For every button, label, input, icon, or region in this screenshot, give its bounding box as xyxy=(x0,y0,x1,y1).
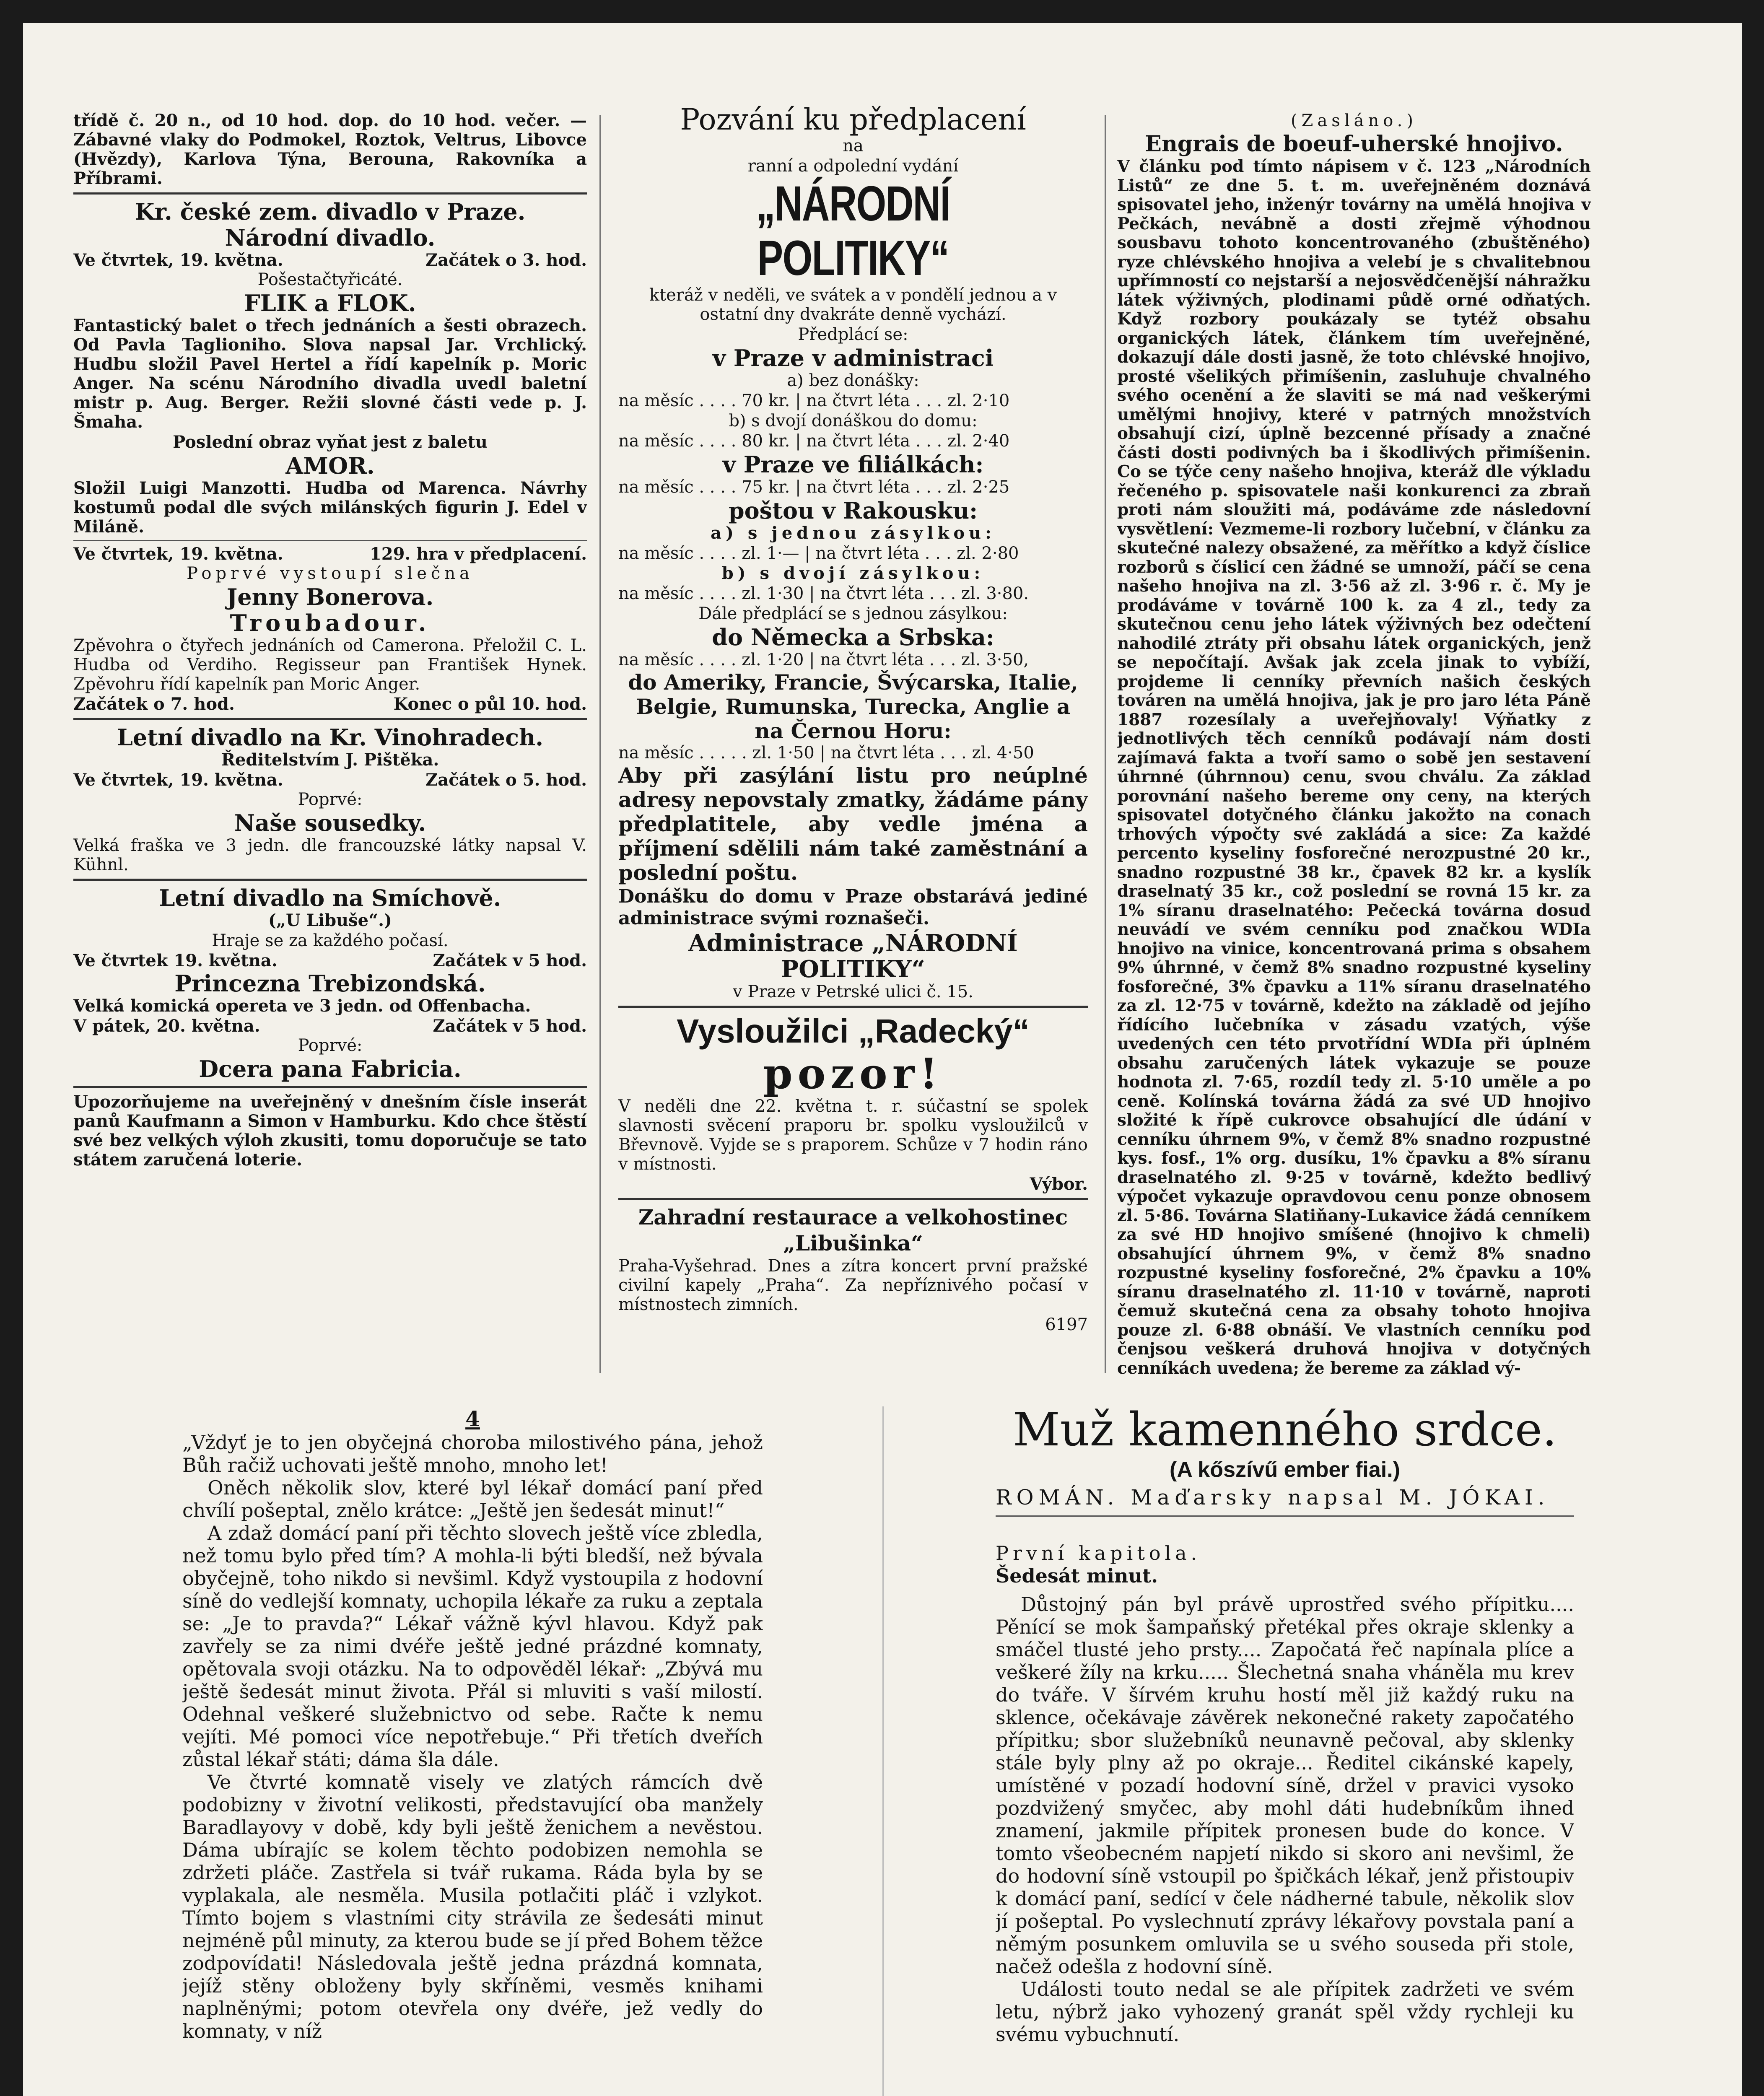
novel-start xyxy=(996,1402,1574,2096)
ad-number: 6197 xyxy=(1045,1315,1088,1334)
chapter-title: Šedesát minut. xyxy=(996,1564,1158,1587)
section-heading: poštou v Rakousku: xyxy=(728,497,978,524)
divider xyxy=(73,192,587,195)
section-heading: v Praze v administraci xyxy=(712,345,994,371)
ballet-description: Složil Luigi Manzotti. Hudba od Marenca. Návrhy kostumů podal dle svých milánských figurin J. Edel v Miláně. xyxy=(73,478,587,537)
theatre-subheading: Národní divadlo. xyxy=(225,224,436,251)
date-row xyxy=(73,251,587,270)
fertilizer-column xyxy=(1117,111,1591,1377)
subheading: a) s jednou zásylkou: xyxy=(711,523,996,543)
article-body: V článku pod tímto nápisem v č. 123 „Národních Listů“ ze dne 5. t. m. uveřejněném doznává spisovatel jeho, inženýr továrny na umělá hnojiva v Pečkách, nevábně a dosti zřejmě výhodnou sousbavu tohoto koncentrovaného (zbuštěného) ryze chlévského hnojiva a velebí je s chvalitebnou upřímností co nejstarší a nejosvědčenější náhražku látek výživných, plodinami půdě orné odňatých. Když rozbory poukázaly se tytéž obsahu organických látek, článkem tím uveřejněné, dokazují dále dosti jasně, že toto chlévské hnojivo, prosté všelikých přimíšenin, zasluhuje chvalného svého ocenění a že slaviti se má nad veškerými umělými hnojivy, které v patrných množstvích obsahují cizí, úplně bezcenné přísady a značné části dosti podivných ba i škodlivých přimíšenin. Co se týče ceny našeho hnojiva, kteráž dle výkladu řečeného p. spisovatele naši konkurenci za zbraň proti nám sloužiti má, podáváme zde následovní vysvětlení: Vezmeme-li rozbory lučební, v článku za skutečné nalezy obsažené, za měřítko a když číslice rozborů s číslicí cen žádné se umnoží, páčí se cena našeho hnojiva na zl. 3·56 až zl. 3·96 r. č. My je prodáváme v továrně 100 k. za 4 zl., tedy za skutečnou cenu jeho látek výživných bez odečtení nahodilé ztráty při obsahu látek organických, jenž se nepočítají. Avšak jak zcela jinak to vybíží, projdeme li cenníky převních našich českých továren na umělá hnojiva, jak je pro jaro léta Páně 1887 rozesílaly a uveřejňovaly! Výňatky z jednotlivých těch cenníků podávají nám dosti zajímavá fakta a tvoří samo o sobě jen sestavení úhrnné (úhrnnou) cenu, svou chválu. Za základ porovnání našeho bereme ony ceny, na kterých spisovatel dotyčného článku jakožto na conach trhových výpočty své zakládá a sice: Za každé percento kyseliny fosforečné nerozpustné 20 kr., snadno rozpustné 38 kr., čpavek 82 kr. a kyslík draselnatý 35 kr., což poslední se rovná 15 kr. za 1% síranu draselnatého: Pečecká továrna dosud neuvádí ve svém cenníku pod značkou WDIa hnojivo na vinice, koncentrovaná prima s obsahem 9% úhrnné, v čemž 8% snadno rozpustné kyseliny fosforečné, 3% čpavku a 11% síranu draselnatého za zl. 12·75 v továrně, kdežto na základě od jejího řídícího lučebníka v zásadu vzatých, výše uvedených cen této prvotřídní WDIa při úplném obsahu zaručených látek vykazuje se pouze hodnota zl. 7·65, rozdíl tedy zl. 5·10 uměle a po ceně. Kolínská továrna žádá za své UD hnojivo složité k řípě cukrovce obsahující dle údání v cenníku úhrnem 9%, v čemž 8% snadno rozpustné kys. fosf., 1% org. dusíku, 1% čpavku a 8% síranu draselnatého zl. 9·25 v továrně, kdežto bedlivý výpočet vykazuje opravdovou cenu ponze obnosem zl. 5·86. Továrna Slatiňany-Lukavice žádá cenníkem za své HD hnojivo smíšené (hnojivo k chmeli) obsahující úhrnem 9%, v čemž 8% snadno rozpustné kyseliny fosforečné, 2% čpavku a 10% síranu draselnatého zl. 11·10 v továrně, naproti čemuž skutečná cena za obsahy tohoto hnojiva pouze zl. 6·88 obnáší. Ve vlastních cenníku pod čenjsou veškerá druhová hnojiva v dotyčných cenníkách uvedena; že bereme za základ vý- xyxy=(1117,157,1591,1377)
zaslano-label: (Zasláno.) xyxy=(1291,111,1417,130)
price-row: na měsíc . . . . 75 kr. | na čtvrt léta . . . zl. 2·25 xyxy=(618,477,1010,497)
divider xyxy=(618,1198,1088,1200)
section-heading: v Praze ve filiálkách: xyxy=(722,451,984,478)
lottery-notice: Upozorňujeme na uveřejněný v dnešním čísle inserát panů Kaufmann a Simon v Hamburku. Kdo chce štěstí své bez velkých výloh zkusiti, tomu doporučuje se tato státem zaručená loterie. xyxy=(73,1092,587,1170)
play-title: FLIK a FLOK. xyxy=(244,290,416,316)
date-left: V pátek, 20. května. xyxy=(73,1016,260,1036)
start-time: Začátek o 7. hod. xyxy=(73,694,235,714)
novel-paragraph: Oněch několik slov, které byl lékař domácí paní před chvílí pošeptal, znělo krátce: „Ještě jen šedesát minut!“ xyxy=(182,1476,763,1522)
novel-title: Muž kamenného srdce. xyxy=(1013,1403,1557,1456)
subheading: b) s dvojí zásylkou: xyxy=(721,563,985,583)
play-title: Naše sousedky. xyxy=(234,809,426,836)
newspaper-page xyxy=(23,23,1742,2096)
novel-paragraph: Ve čtvrté komnatě visely ve zlatých rámcích dvě podobizny v životní velikosti, představující oba manžely Baradlayovy v době, kdy byli ještě ženichem a nevěstou. Dáma ubírajíc se kolem těchto podobizen nemohla se zdržeti pláče. Zastřela si tvář rukama. Ráda byla by se vyplakala, ale nesměla. Musila potlačiti pláč i vzlykot. Tímto bojem s vlastními city strávila ze šedesáti minut nejméně půl minuty, za kterou bude se jí před Bohem těžce zodpovídati! Následovala ještě jedna prázdná komnata, jejíž stěny obloženy byly skříněmi, vesměs knihami naplněnými; potom otevřela ony dvéře, jež vedly do komnaty, v níž xyxy=(182,1771,763,2042)
abroad-note: Dále předplácí se s jednou zásylkou: xyxy=(698,604,1008,623)
director-line: Ředitelstvím J. Pištěka. xyxy=(221,750,439,770)
address-warning: Aby při zasýlání listu pro neúplné adresy nepovstaly zmatky, žádáme pány předplatitele, aby vedle jména a příjmení sdělili nám také zaměstnání a poslední poštu. xyxy=(618,763,1088,885)
price-row: na měsíc . . . . . zl. 1·50 | na čtvrt léta . . . zl. 4·50 xyxy=(618,743,1034,763)
divider xyxy=(73,718,587,720)
delivery-note: Donášku do domu v Praze obstarává jediné administrace svými roznašeči. xyxy=(618,886,1088,929)
premiere-label: Poprvé: xyxy=(298,790,363,809)
publication-note: kteráž v neděli, ve svátek a v pondělí jednou a v ostatní dny dvakráte denně vychází. xyxy=(649,285,1057,324)
administration-address: v Praze v Petrské ulici č. 15. xyxy=(733,982,973,1001)
divider xyxy=(618,1006,1088,1008)
theatre-heading: Letní divadlo na Smíchově. xyxy=(159,885,501,911)
novel-paragraph: Důstojný pán byl právě uprostřed svého přípitku.... Pěnící se mok šampaňský přetékal přes okraje sklenky a smáčel tlusté jeho prsty.... Započatá řeč napínala plíce a veškeré žíly na krku..... Šlechetná snaha vháněla mu krev do tváře. V šírvém kruhu hostí měl již každý ruku na sklence, očekávaje závěrek nekonečné rakety započatého přípitku; sbor služebníků neunavně pečoval, aby sklenky stále byly plny až po okraje... Ředitel cikánské kapely, umístěné v pozadí hodovní síně, držel v pravici vysoko pozdvižený smyčec, aby mohl dáti hudebníkům ihned znamení, jakmile přípitek pronesen bude do konce. V tomto všeobecném napjetí nikdo si skoro ani nevšiml, že do hodovní síně vstoupil po špičkách lékař, jenž přistoupiv k domácí paní, sedící v čele nádherné tabule, několik slov jí pošeptal. Po vyslechnutí zprávy lékařovy povstala paní a němým posunkem omluvila se u svého souseda při stole, načež odešla z hodovní síně. xyxy=(996,1593,1574,1978)
price-row: na měsíc . . . . 70 kr. | na čtvrt léta . . . zl. 2·10 xyxy=(618,391,1010,410)
column-rule xyxy=(1105,115,1106,1373)
pozor-heading: pozor! xyxy=(763,1049,943,1098)
date-row xyxy=(73,1017,587,1036)
start-time: Začátek o 5. hod. xyxy=(425,770,587,790)
novel-paragraph: A zdaž domácí paní při těchto slovech ještě více zbledla, než tomu bylo před tím? A mohla-li býti bledší, než bývala obyčejně, toho nikdo si nevšiml. Když vystoupila z hodovní síně do vedlejší komnaty, uchopila lékaře za ruku a zeptala se: „Je to pravda?“ Lékař vážně kývl hlavou. Když pak zavřely se za nimi dvéře ještě jedné prázdné komnaty, opětovala svoji otázku. Na to odpověděl lékař: „Zbývá mu ještě šedesát minut života. Přál si mluviti s vaší milostí. Odehnal veškeré služebnictvo od sebe. Račte k nemu vejíti. Mé pomoci více nepotřebuje.“ Při třetích dveřích zůstal lékař státi; dáma šla dále. xyxy=(182,1522,763,1771)
subheading: b) s dvojí donáškou do domu: xyxy=(729,411,978,431)
ballet-title: AMOR. xyxy=(285,452,375,479)
theatre-subheading: („U Libuše“.) xyxy=(268,911,392,930)
date-left: Ve čtvrtek 19. května. xyxy=(73,951,278,970)
subscription-number: 129. hra v předplacení. xyxy=(369,544,587,564)
divider xyxy=(73,879,587,881)
guest-line: Poprvé vystoupí slečna xyxy=(187,564,474,583)
veterans-text: V neděli dne 22. května t. r. súčastní se spolek slavnosti svěcení praporu br. spolku vysloužilců v Břevnově. Vyjde se s praporem. Schůze v 7 hodin ráno v místnosti. xyxy=(618,1097,1088,1174)
date-left: Ve čtvrtek, 19. května. xyxy=(73,544,283,564)
intro-text: třídě č. 20 n., od 10 hod. dop. do 10 hod. večer. — Zábavné vlaky do Podmokel, Roztok, Veltrus, Libovce (Hvězdy), Karlova Týna, Berouna, Rakovníka a Příbrami. xyxy=(73,111,587,188)
restaurant-text: Praha-Vyšehrad. Dnes a zítra koncert první pražské civilní kapely „Praha“. Za nepříznivého počasí v místnostech zimních. xyxy=(618,1256,1088,1314)
date-row xyxy=(73,545,587,564)
countries-heading: do Ameriky, Francie, Švýcarska, Italie, Belgie, Rumunska, Turecka, Anglie a na Černou Horu: xyxy=(628,670,1078,743)
divider xyxy=(73,1086,587,1088)
novel-paragraph: „Vždyť je to jen obyčejná choroba milostivého pána, jehož Bůh račiž uchovati ještě mnoho, mnoho let! xyxy=(182,1431,763,1476)
novel-paragraph: Události touto nedal se ale přípitek zadržeti ve svém letu, nýbrž jako vyhozený granát spěl vždy rychleji ku svému vybuchnutí. xyxy=(996,1978,1574,2046)
newspaper-name: „NÁRODNÍ POLITIKY“ xyxy=(756,176,950,286)
divider xyxy=(996,1515,1574,1517)
bottom-column-rule xyxy=(882,1406,884,2096)
start-time: Začátek o 3. hod. xyxy=(425,250,587,270)
administration-name: Administrace „NÁRODNÍ POLITIKY“ xyxy=(688,929,1018,983)
page-number: 4 xyxy=(465,1406,480,1431)
chapter-label: První kapitola. xyxy=(996,1542,1201,1564)
date-row xyxy=(73,951,587,970)
date-row xyxy=(73,770,587,790)
premiere-label: Poprvé: xyxy=(298,1036,363,1055)
theatre-heading: Kr. české zem. divadlo v Praze. xyxy=(135,198,526,225)
note: Poslední obraz vyňat jest z baletu xyxy=(173,432,488,452)
article-heading: Engrais de boeuf-uherské hnojivo. xyxy=(1145,131,1563,157)
play-description: Velká fraška ve 3 jedn. dle francouzské látky napsal V. Kühnl. xyxy=(73,836,587,874)
invite-heading: Pozvání ku předplacení xyxy=(680,103,1026,137)
novel-byline: ROMÁN. Maďarsky napsal M. JÓKAI. xyxy=(996,1485,1550,1510)
subscription-label: Předplácí se: xyxy=(798,325,908,344)
price-row: na měsíc . . . . zl. 1·— | na čtvrt léta . . . zl. 2·80 xyxy=(618,544,1019,563)
opera-description: Zpěvohra o čtyřech jednáních od Camerona. Přeložil C. L. Hudba od Verdiho. Regisseur pan František Hynek. Zpěvohru řídí kapelník pan Moric Anger. xyxy=(73,636,587,694)
restaurant-heading: Zahradní restaurace a velkohostinec „Libušinka“ xyxy=(638,1205,1068,1256)
guest-name: Jenny Bonerova. xyxy=(226,584,434,610)
column-rule xyxy=(599,115,601,1373)
subscription-column xyxy=(618,103,1088,1377)
edition-label: ranní a odpolední vydání xyxy=(747,156,959,176)
price-row: na měsíc . . . . zl. 1·20 | na čtvrt léta . . . zl. 3·50, xyxy=(618,650,1029,669)
section-heading: do Německa a Srbska: xyxy=(712,624,994,651)
play-description: Fantastický balet o třech jednáních a šesti obrazech. Od Pavla Taglioniho. Slova napsal Jar. Vrchlický. Hudbu složil Pavel Hertel a řídí kapelník p. Moric Anger. Na scénu Národního divadla uvedl baletní mistr p. Aug. Berger. Režii slovné části vede p. J. Šmaha. xyxy=(73,316,587,432)
veterans-signature: Výbor. xyxy=(1030,1174,1088,1194)
na-label: na xyxy=(843,136,864,156)
date-left: Ve čtvrtek, 19. května. xyxy=(73,250,283,270)
start-time: Začátek v 5 hod. xyxy=(433,1016,587,1036)
play-title: Princezna Trebizondská. xyxy=(174,970,486,997)
novel-subtitle: (A kőszívű ember fiai.) xyxy=(1170,1458,1400,1482)
theatre-column xyxy=(73,111,587,1377)
start-time: Začátek v 5 hod. xyxy=(433,951,587,970)
play-description: Velká komická opereta ve 3 jedn. od Offenbacha. xyxy=(73,996,531,1016)
end-time: Konec o půl 10. hod. xyxy=(393,694,587,714)
theatre-heading: Letní divadlo na Kr. Vinohradech. xyxy=(117,724,544,751)
subheading: a) bez donášky: xyxy=(787,371,919,390)
time-row xyxy=(73,695,587,714)
performance-number: Pošestačtyřicáté. xyxy=(257,270,403,289)
price-row: na měsíc . . . . 80 kr. | na čtvrt léta . . . zl. 2·40 xyxy=(618,431,1010,451)
play-title: Dcera pana Fabricia. xyxy=(199,1056,462,1082)
novel-continuation xyxy=(182,1406,763,2096)
veterans-heading: Vysloužilci „Radecký“ xyxy=(677,1012,1030,1050)
price-row: na měsíc . . . . zl. 1·30 | na čtvrt léta . . . zl. 3·80. xyxy=(618,584,1029,603)
date-left: Ve čtvrtek, 19. května. xyxy=(73,770,283,790)
opera-title: Troubadour. xyxy=(230,610,431,636)
divider xyxy=(73,540,587,541)
weather-note: Hraje se za každého počasí. xyxy=(212,931,449,950)
